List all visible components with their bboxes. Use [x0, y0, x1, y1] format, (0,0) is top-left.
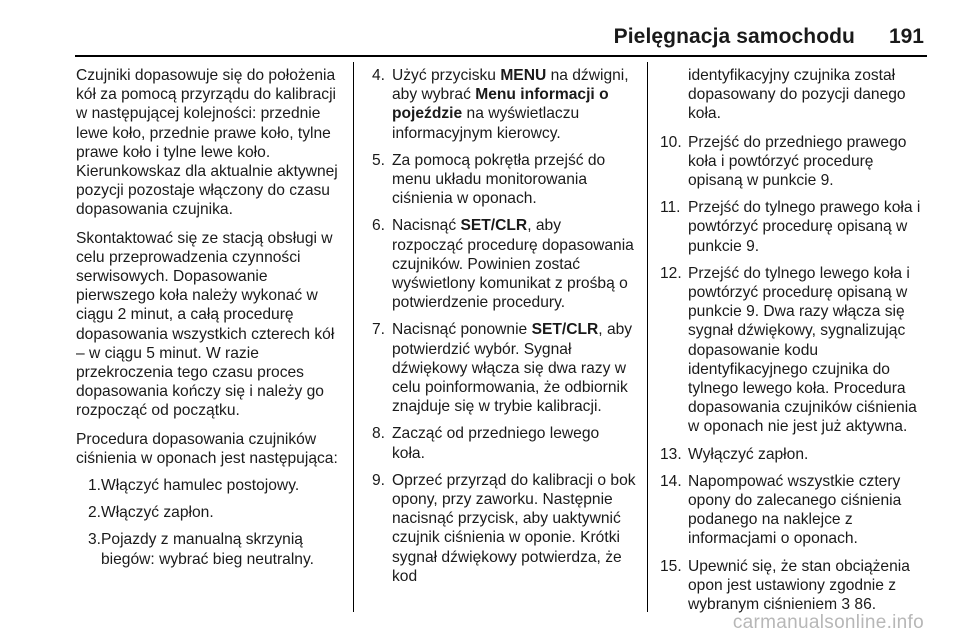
paragraph-service: Skontaktować się ze stacją obsługi w celu przeprowadzenia czynności serwisowych. Dopasowanie pierwszego koła należy wykonać w ciągu 2 minut, a całą procedurę dopasowania wszystkich czterech kół – w ciągu 5 minut. W razie przekroczenia tego czasu proces dopasowania kończy się i należy go rozpocząć od początku.: [76, 229, 335, 420]
list-item-step-8: 8. Zacząć od przedniego lewego koła.: [372, 425, 600, 462]
list-item-step-2: 2. Włączyć zapłon.: [88, 504, 214, 522]
column-divider-2: [647, 62, 648, 612]
page-header: [0, 0, 960, 52]
list-item-step-10: 10. Przejść do przedniego prawego koła i powtórzyć procedurę opisaną w punkcie 9.: [660, 133, 907, 190]
list-item-step-9: 9. Oprzeć przyrząd do kalibracji o bok opony, przy zaworku. Następnie nacisnąć przycisk, aby uaktywnić czujnik ciśnienia w oponie. Krótki sygnał dźwiękowy potwierdza, że kod: [372, 471, 636, 585]
list-item-step-11: 11. Przejść do tylnego prawego koła i powtórzyć procedurę opisaną w punkcie 9.: [660, 199, 921, 255]
list-item-step-6: 6. Nacisnąć SET/CLR, aby rozpocząć procedurę dopasowania czujników. Powinien zostać wyświetlony komunikat z prośbą o potwierdzenie procedury.: [372, 217, 634, 312]
list-item-step-1: 1. Włączyć hamulec postojowy.: [88, 477, 300, 495]
column-3: [660, 66, 928, 622]
list-item-step-3: 3. Pojazdy z manualną skrzynią biegów: wybrać bieg neutralny.: [88, 531, 314, 568]
watermark: carmanualsonline.info: [732, 612, 924, 633]
paragraph-procedure-intro: Procedura dopasowania czujników ciśnienia w oponach jest następująca:: [76, 430, 338, 467]
page-reference-link[interactable]: 86.: [850, 596, 877, 614]
list-item-step-5: 5. Za pomocą pokrętła przejść do menu układu monitorowania ciśnienia w oponach.: [372, 151, 606, 208]
page-reference-arrow-icon: 3: [841, 596, 851, 614]
list-item-step-4: 4. Użyć przycisku MENU na dźwigni, aby wybrać Menu informacji o pojeździe na wyświetlaczu informacyjnym kierowcy.: [372, 67, 629, 142]
list-item-step-12: 12. Przejść do tylnego lewego koła i powtórzyć procedurę opisaną w punkcie 9. Dwa razy włącza się sygnał dźwiękowy, sygnalizując dopasowanie kodu identyfikacyjnego czujnika do tylnego lewego koła. Procedura dopasowania czujników ciśnienia w oponach nie jest już aktywna.: [660, 264, 917, 436]
column-divider-1: [353, 62, 354, 612]
list-item-step-13: 13. Wyłączyć zapłon.: [660, 445, 809, 463]
paragraph-continuation: identyfikacyjny czujnika został dopasowany do pozycji danego koła.: [688, 67, 906, 123]
column-1: [76, 66, 342, 577]
menu-button-label: MENU: [500, 67, 547, 84]
list-item-step-15: 15. Upewnić się, że stan obciążenia opon jest ustawiony zgodnie z wybranym ciśnieniem 3 86.: [660, 557, 910, 614]
set-clr-label: SET/CLR: [531, 321, 599, 339]
paragraph-sensor-order: Czujniki dopasowuje się do położenia kół za pomocą przyrządu do kalibracji w następującej kolejności: przednie lewe koło, przednie prawe koło, tylne prawe koło i tylne lewe koło. Kierunkowskaz dla aktualnie aktywnej pozycji pozostaje włączony do czasu dopasowania czujnika.: [76, 67, 338, 219]
header-rule: [75, 55, 927, 57]
vehicle-info-menu-label: Menu informacji o pojeździe: [392, 86, 609, 123]
set-clr-label: SET/CLR: [460, 217, 528, 235]
page-number: 191: [888, 25, 924, 48]
list-item-step-14: 14. Napompować wszystkie cztery opony do zalecanego ciśnienia podanego na naklejce z informacjami o oponach.: [660, 472, 902, 548]
section-title: Pielęgnacja samochodu: [613, 25, 855, 48]
list-item-step-7: 7. Nacisnąć ponownie SET/CLR, aby potwierdzić wybór. Sygnał dźwiękowy włącza się dwa razy w celu poinformowania, że odbiornik znajduje się w trybie kalibracji.: [372, 321, 633, 416]
column-2: [372, 66, 636, 594]
